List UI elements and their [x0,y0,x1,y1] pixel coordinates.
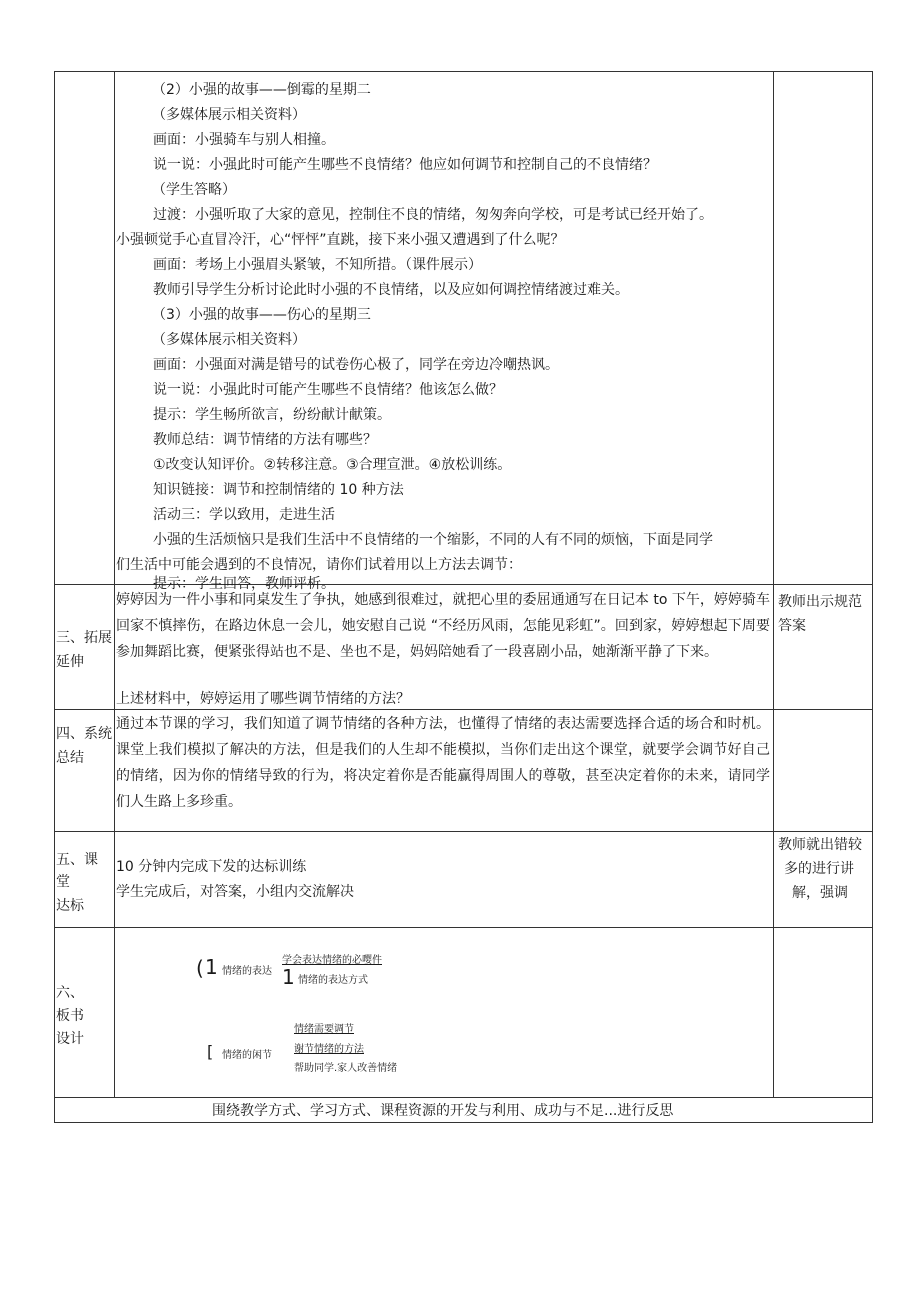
text-line: 提示：学生畅所欲言，纷纷献计献策。 [153,407,391,423]
text-line: （2）小强的故事——倒霉的星期二 [152,82,371,98]
practice-line: 学生完成后，对答案，小组内交流解决 [116,884,354,900]
text-line: （学生答略） [152,182,236,198]
reflection-footer: 围绕教学方式、学习方式、课程资源的开发与利用、成功与不足...进行反思 [212,1103,674,1119]
board-group2-item: 谢节情绪的方法 [294,1044,364,1055]
section-title-board: 板书 [56,1008,84,1024]
text-line: 们生活中可能会遇到的不良情况，请你们试着用以上方法去调节： [116,557,522,573]
summary-body: 通过本节课的学习，我们知道了调节情绪的各种方法，也懂得了情绪的表达需要选择合适的场合和时机。课堂上我们模拟了解决的方法，但是我们的人生却不能模拟，当你们走出这个课堂，就要学会调节好自己的情绪，因为你的情绪导致的行为，将决定着你是否能赢得周围人的尊敬，甚至决定着你的未来，请同学们人生路上多珍重。 [116,716,770,810]
board-group2-item: 情绪需要调节 [294,1024,354,1035]
text-line: 小强的生活烦恼只是我们生活中不良情绪的一个缩影，不同的人有不同的烦恼，下面是同学 [153,532,713,548]
brace-mark: ( [196,956,204,980]
section-title-extension: 三、拓展延伸 [56,630,112,670]
section-title-board: 设计 [56,1031,84,1047]
section-title-summary: 四、系统总结 [56,726,112,766]
col-border-right [872,71,873,1123]
board-group2-item: 帮助同学.家人改善情绪 [294,1063,398,1074]
digit-mark: 1 [205,955,218,979]
row-border-2 [54,709,873,710]
text-line: 教师引导学生分析讨论此时小强的不良情绪，以及应如何调控情绪渡过难关。 [153,282,629,298]
practice-teacher-note: 多的进行讲 [784,861,854,877]
text-line: 教师总结：调节情绪的方法有哪些？ [153,432,377,448]
text-line: 小强顿觉手心直冒冷汗，心“怦怦”直跳，接下来小强又遭遇到了什么呢？ [116,232,565,248]
board-group1-item: 学会表达情绪的必嘤件 [282,955,382,966]
table-bottom-border [54,1122,873,1123]
text-line: 说一说：小强此时可能产生哪些不良情绪？他该怎么做？ [153,382,503,398]
extension-teacher-note: 教师出示规范答案 [778,594,862,634]
text-line: （3）小强的故事——伤心的星期三 [152,307,371,323]
practice-line: 10 分钟内完成下发的达标训练 [116,859,307,875]
section-title-practice: 达标 [56,898,84,914]
practice-teacher-note: 解，强调 [792,885,848,901]
col-border-left [54,71,55,1123]
text-line: 过渡：小强听取了大家的意见，控制住不良的情绪，匆匆奔向学校，可是考试已经开始了。 [153,207,713,223]
row-border-4 [54,927,873,928]
section-title-practice: 五、课 [56,852,98,868]
board-group1-label: 情绪的表达 [222,966,272,977]
extension-question: 上述材料中，婷婷运用了哪些调节情绪的方法？ [116,691,410,707]
text-line: 活动三：学以致用，走进生活 [153,507,335,523]
row-border-5 [54,1097,873,1098]
section-title-board: 六、 [56,985,84,1001]
row-border-3 [54,831,873,832]
board-group1-item: 情绪的表达方式 [298,975,368,986]
text-line: （多媒体展示相关资料） [152,332,306,348]
text-line: 说一说：小强此时可能产生哪些不良情绪？他应如何调节和控制自己的不良情绪？ [153,157,657,173]
col-border-1 [114,71,115,1098]
text-line: （多媒体展示相关资料） [152,107,306,123]
digit-mark: 1 [282,965,295,989]
text-line: 知识链接：调节和控制情绪的 10 种方法 [153,482,404,498]
extension-body: 婷婷因为一件小事和同桌发生了争执，她感到很难过，就把心里的委屈通通写在日记本 to 下午，婷婷骑车回家不慎摔伤，在路边休息一会儿，她安慰自己说 “不经历风雨，怎能见彩虹”。回到家，婷婷想起下周要参加舞蹈比赛，便紧张得站也不是、坐也不是，妈妈陪她看了一段喜剧小品，她渐渐平静了下来。 [116,592,770,660]
col-border-2 [773,71,774,1098]
text-line: 画面：小强骑车与别人相撞。 [153,132,335,148]
text-line: 画面：考场上小强眉头紧皱，不知所措。（课件展示） [153,257,482,273]
section-title-practice: 堂 [56,874,70,890]
bracket-mark: [ [207,1042,214,1061]
practice-teacher-note: 教师就出错较 [778,837,862,853]
text-line: ①改变认知评价。②转移注意。③合理宣泄。④放松训练。 [153,457,512,473]
text-line: 提示：学生回答，教师评析。 [153,576,335,592]
table-top-border [54,71,873,72]
board-group2-label: 情绪的闲节 [222,1050,272,1061]
text-line: 画面：小强面对满是错号的试卷伤心极了，同学在旁边冷嘲热讽。 [153,357,559,373]
